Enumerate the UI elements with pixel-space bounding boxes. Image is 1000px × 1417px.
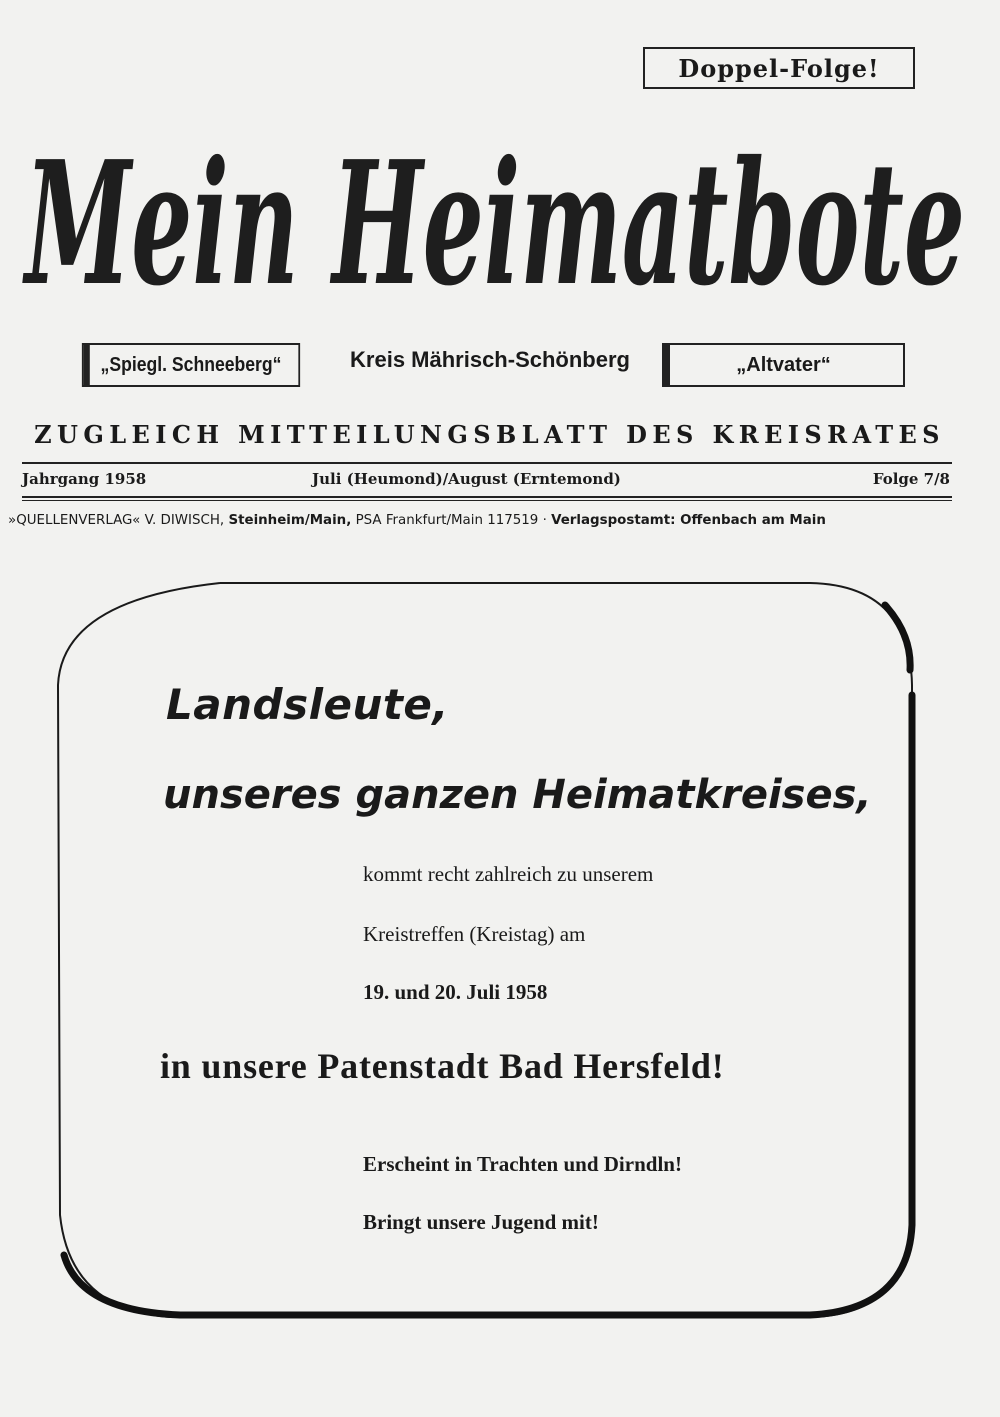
closing-line-2: Bringt unsere Jugend mit! <box>363 1210 599 1234</box>
subheadline: unseres ganzen Heimatkreises, <box>163 772 872 818</box>
subtitle-row <box>0 343 1000 388</box>
invite-line-1: kommt recht zahlreich zu unserem <box>363 862 654 886</box>
tagline: ZUGLEICH MITTEILUNGSBLATT DES KREISRATES <box>34 420 945 449</box>
publisher-line <box>8 513 998 528</box>
doppel-folge-badge: Doppel-Folge! <box>643 47 915 89</box>
publisher-place: Steinheim/Main, <box>228 513 352 528</box>
jahrgang: Jahrgang 1958 <box>22 470 147 488</box>
rule-bottom <box>22 496 952 498</box>
publisher-psa: PSA Frankfurt/Main 117519 · <box>355 513 547 528</box>
headline-landsleute: Landsleute, <box>166 680 449 729</box>
closing-line-1: Erscheint in Trachten und Dirndln! <box>363 1152 682 1176</box>
kreis-label: Kreis Mährisch-Schönberg <box>350 347 630 372</box>
altvater-box: „Altvater“ <box>662 343 905 387</box>
rule-bottom-thin <box>22 500 952 501</box>
event-place: in unsere Patenstadt Bad Hersfeld! <box>160 1046 725 1086</box>
schneeberg-box: „Spiegl. Schneeberg“ <box>82 343 300 387</box>
masthead-title-text: Mein Heimatbote <box>22 124 965 324</box>
event-date: 19. und 20. Juli 1958 <box>363 980 548 1004</box>
issue-folge: Folge 7/8 <box>872 470 950 488</box>
rule-top <box>22 462 952 464</box>
publisher-postamt: Verlagspostamt: Offenbach am Main <box>551 513 826 528</box>
publisher-name: »QUELLENVERLAG« V. DIWISCH, <box>8 513 225 528</box>
issue-month: Juli (Heumond)/August (Erntemond) <box>312 470 621 488</box>
masthead-title <box>15 108 975 333</box>
invite-line-2: Kreistreffen (Kreistag) am <box>363 922 586 946</box>
